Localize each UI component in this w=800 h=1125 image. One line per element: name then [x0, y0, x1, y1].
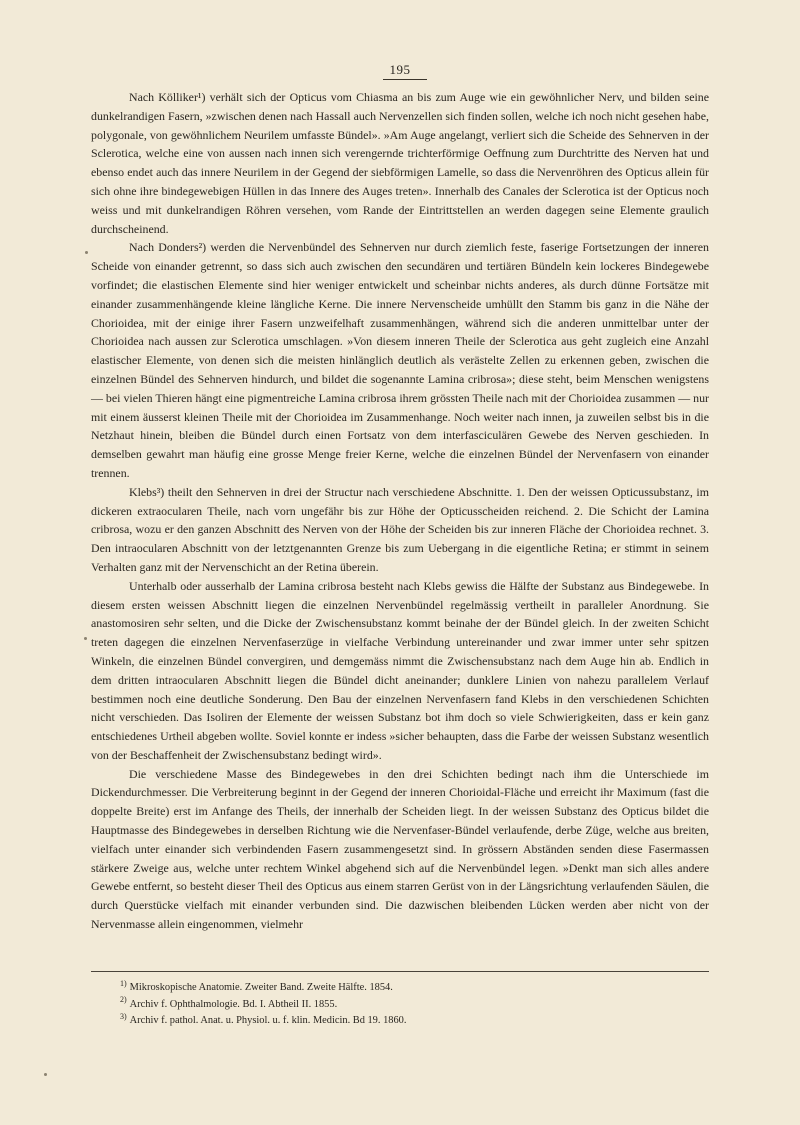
footnotes [120, 980, 680, 1030]
body-text [91, 88, 709, 934]
paragraph-4: Unterhalb oder ausserhalb der Lamina cribrosa besteht nach Klebs gewiss die Hälfte der Substanz aus Bindegewebe. In diesem ersten weissen Abschnitt liegen die einzelnen Nervenbündel regelmässig vertheilt in paralleler Anordnung. Sie anastomosiren sehr selten, und die Dicke der Zwischensubstanz kommt beinahe der der Bündel gleich. In der zweiten Schicht treten dagegen die einzelnen Nervenfaserzüge in vielfache Verbindung untereinander und zwar immer unter sehr spitzen Winkeln, die einzelnen Bündel convergiren, und demgemäss nimmt die Zwischensubstanz nach dem Auge hin ab. Endlich in dem dritten intraocularen Abschnitt liegen die Bündel dicht aneinander; dunklere Linien von nahezu parallelem Verlauf bestimmen noch eine deutliche Sonderung. Den Bau der einzelnen Nervenfasern fand Klebs in den verschiedenen Schichten nicht verschieden. Das Isoliren der Elemente der weissen Substanz bot ihm doch so viele Schwierigkeiten, dass er kein ganz entschiedenes Urtheil abgeben wollte. Soviel konnte er indess »sicher behaupten, dass die Farbe der weissen Substanz wesentlich von der Beschaffenheit der Zwischensubstanz bedingt wird». [91, 578, 709, 762]
footnote-rule [91, 971, 709, 972]
paper-speck [84, 637, 87, 640]
footnote-3 [120, 1013, 680, 1030]
footnote-marker: 3) [120, 1011, 127, 1021]
paper-speck [44, 1073, 47, 1076]
page-number: 195 [389, 62, 411, 77]
paper-speck [85, 251, 88, 254]
paragraph-2: Nach Donders²) werden die Nervenbündel des Sehnerven nur durch ziemlich feste, faserige Fortsetzungen der inneren Scheide von einander getrennt, so dass sich auch zwischen den secundären und tertiären Bündeln kein lockeres Bindegewebe vorfindet; die elastischen Elemente sind hier weniger entwickelt und scheinbar nichts anderes, als durch dünne Fortsätze mit einander zusammenhängende kleine längliche Kerne. Die innere Nervenscheide umhüllt den Stamm bis ganz in die Nähe der Chorioidea, mit der einige ihrer Fasern unzweifelhaft zusammenhängen, während sich die anderen unmittelbar unter der Chorioidea nach aussen zur Sclerotica umschlagen. »Von diesem inneren Theile der Sclerotica aus geht zugleich eine Anzahl elastischer Elemente, von denen sich die meisten hinlänglich deutlich als verästelte Zellen zu erkennen geben, zwischen die einzelnen Bündel des Sehnerven hindurch, und bildet die sogenannte Lamina cribrosa»; diese steht, beim Menschen wenigstens — bei vielen Thieren hängt eine pigmentreiche Lamina cribrosa ihrem grössten Theile nach mit der Chorioidea zusammen — nur mit einem äusserst kleinen Theile mit der Chorioidea im Zusammenhange. Noch weiter nach innen, ja zuweilen selbst bis in die Netzhaut hinein, bleiben die Bündel durch einen Fortsatz von dem interfasciculären Gewebe des Nerven geschieden. In demselben gewahrt man häufig eine grosse Menge freier Kerne, welche die einzelnen Bündel der Nervenfasern von einander trennen. [91, 240, 709, 480]
paragraph-3: Klebs³) theilt den Sehnerven in drei der Structur nach verschiedene Abschnitte. 1. Den der weissen Opticussubstanz, im dickeren extraocularen Theile, nach vorn ungefähr bis zur Höhe der Opticusscheiden reichend. 2. Die Schicht der Lamina cribrosa, wozu er den ganzen Abschnitt des Nerven von der Höhe der Scheiden bis zur inneren Fläche der Chorioidea rechnet. 3. Den intraocularen Abschnitt von der letztgenannten Grenze bis zum Uebergang in die eigentliche Retina; er stimmt in seinem Verhalten ganz mit der Nervenschicht an der Retina überein. [91, 484, 709, 574]
footnote-marker: 1) [120, 978, 127, 988]
footnote-marker: 2) [120, 995, 127, 1005]
footnote-text: Archiv f. pathol. Anat. u. Physiol. u. f. klin. Medicin. Bd 19. 1860. [129, 1015, 407, 1027]
page-number-rule [383, 79, 427, 80]
paragraph-5: Die verschiedene Masse des Bindegewebes in den drei Schichten bedingt nach ihm die Unterschiede im Dickendurchmesser. Die Verbreiterung beginnt in der Gegend der inneren Chorioidal-Fläche und erreicht ihr Maximum (fast die doppelte Breite) erst im Anfange des Theils, der innerhalb der Scheiden liegt. In der weissen Substanz des Opticus bildet die Hauptmasse des Bindegewebes in derselben Richtung wie die Nervenfaser-Bündel verlaufende, derbe Züge, welche aus breiten, vielfach unter einander sich verbindenden Fasern zusammengesetzt sind. In grössern Abständen senden diese Fasermassen stärkere Zweige aus, welche unter rechtem Winkel abgehend sich auf die Nervenbündel legen. »Denkt man sich alles andere Gewebe entfernt, so besteht dieser Theil des Opticus aus einem starren Gerüst von in der Längsrichtung verlaufenden Säulen, die durch Querstücke vielfach mit einander verbunden sind. Die dazwischen bleibenden Lücken werden aber nicht von der Nervenmasse allein eingenommen, vielmehr [91, 766, 709, 932]
footnote-text: Mikroskopische Anatomie. Zweiter Band. Zweite Hälfte. 1854. [129, 982, 393, 993]
footnote-2 [120, 997, 680, 1014]
footnote-text: Archiv f. Ophthalmologie. Bd. I. Abtheil II. 1855. [129, 998, 338, 1010]
paragraph-1: Nach Kölliker¹) verhält sich der Opticus vom Chiasma an bis zum Auge wie ein gewöhnlicher Nerv, und bilden seine dunkelrandigen Fasern, »zwischen denen nach Hassall auch Nervenzellen sich finden sollen, welche ich noch nicht gesehen habe, polygonale, von gewöhnlichem Neurilem umfasste Bündel». »Am Auge angelangt, verliert sich die Scheide des Sehnerven in der Sclerotica, welche eine von aussen nach innen sich verengernde trichterförmige Oeffnung zum Durchtritte des Nerven hat und ebenso endet auch das innere Neurilem in der Gegend der siebförmigen Lamelle, so dass die Nervenröhren des Opticus allein für sich ohne ihre bindegewebigen Hüllen in das Innere des Auges treten». Innerhalb des Canales der Sclerotica ist der Opticus noch weiss und mit dunkelrandigen Röhren versehen, vom Rande der Eintrittstellen an werden dagegen seine Elemente graulich durchscheinend. [91, 90, 709, 236]
footnote-1 [120, 980, 680, 997]
